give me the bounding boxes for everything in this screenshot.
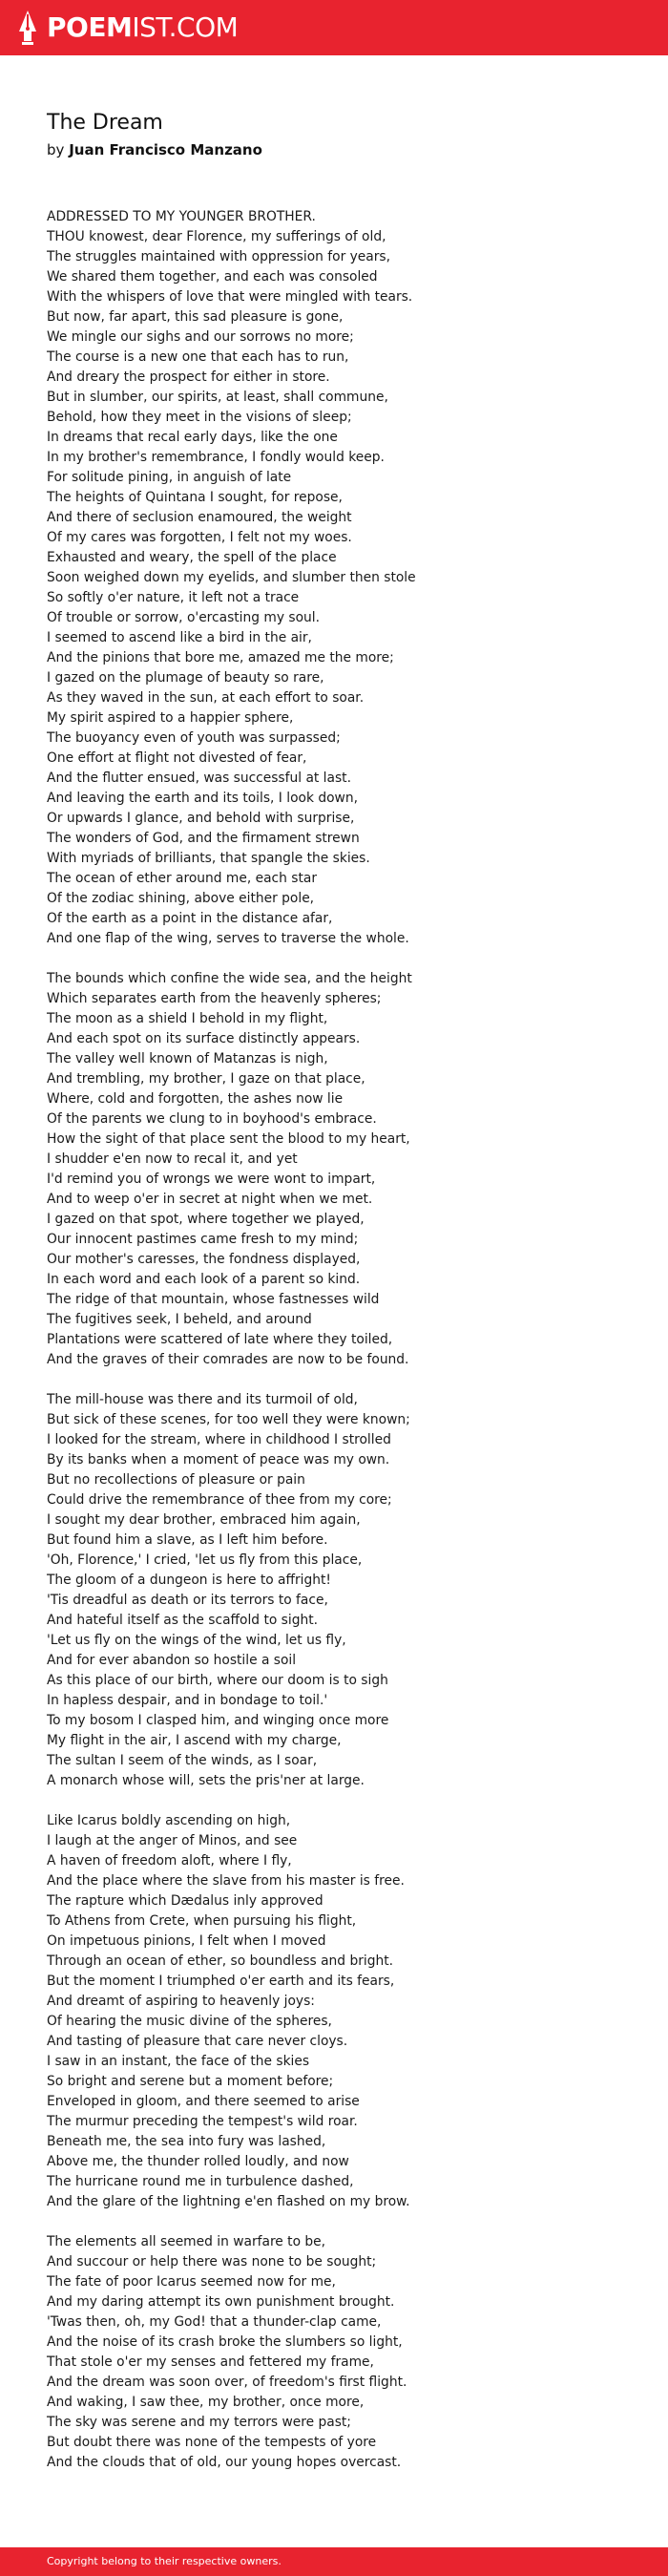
poem-line: But found him a slave, as I left him before. [47, 1532, 328, 1548]
poem-line: Of the parents we clung to in boyhood's embrace. [47, 1111, 377, 1127]
poem-line: Above me, the thunder rolled loudly, and now [47, 2154, 349, 2169]
poem-line: My spirit aspired to a happier sphere, [47, 710, 294, 726]
poem-line: 'Tis dreadful as death or its terrors to face, [47, 1593, 328, 1608]
poem-line: The course is a new one that each has to run, [47, 349, 349, 365]
poem-line: How the sight of that place sent the blood to my heart, [47, 1131, 410, 1147]
poem-line: In my brother's remembrance, I fondly would keep. [47, 450, 385, 465]
poem-line: And one flap of the wing, serves to traverse the whole. [47, 931, 409, 946]
poem-line: And the glare of the lightning e'en flashed on my brow. [47, 2194, 410, 2209]
poem-line: Our innocent pastimes came fresh to my mind; [47, 1232, 359, 1247]
poem-body [47, 207, 638, 2473]
stanza-break [47, 949, 638, 969]
poem-line: I saw in an instant, the face of the skies [47, 2054, 310, 2069]
poem-line: And the noise of its crash broke the slumbers so light, [47, 2334, 403, 2350]
stanza-break [47, 1791, 638, 1811]
logo-bold-text: POEM [47, 11, 133, 43]
poem-line: With the whispers of love that were mingled with tears. [47, 289, 413, 305]
poem-line: And trembling, my brother, I gaze on that place, [47, 1071, 365, 1087]
poem-line: In hapless despair, and in bondage to toil.' [47, 1693, 328, 1708]
poem-line: The sky was serene and my terrors were past; [47, 2415, 351, 2430]
poem-line: The ridge of that mountain, whose fastnesses wild [47, 1292, 380, 1307]
logo-regular-text: IST.COM [132, 11, 239, 43]
poem-line: Exhausted and weary, the spell of the place [47, 550, 337, 565]
poem-line: Of my cares was forgotten, I felt not my woes. [47, 530, 352, 545]
poem-line: THOU knowest, dear Florence, my sufferings of old, [47, 229, 386, 244]
poem-line: Of hearing the music divine of the spheres, [47, 2014, 332, 2029]
poem-line: Of the zodiac shining, above either pole, [47, 891, 315, 906]
poem-line: But sick of these scenes, for too well they were known; [47, 1412, 410, 1427]
poem-line: With myriads of brilliants, that spangle the skies. [47, 851, 370, 866]
poem-line: And dreary the prospect for either in store. [47, 370, 330, 385]
poem-line: But no recollections of pleasure or pain [47, 1472, 305, 1488]
poem-line: And hateful itself as the scaffold to sight. [47, 1613, 319, 1628]
poem-line: The buoyancy even of youth was surpassed; [47, 730, 341, 746]
poem-line: But in slumber, our spirits, at least, shall commune, [47, 390, 388, 405]
site-header [0, 0, 668, 55]
poem-line: In dreams that recal early days, like the one [47, 430, 338, 445]
poem-line: I gazed on the plumage of beauty so rare, [47, 670, 324, 686]
poem-line: The bounds which confine the wide sea, and the height [47, 971, 412, 986]
poem-line: As they waved in the sun, at each effort to soar. [47, 690, 365, 706]
site-footer [0, 2547, 668, 2576]
poem-line: Of the earth as a point in the distance afar, [47, 911, 333, 926]
poem-line: Or upwards I glance, and behold with surprise, [47, 811, 355, 826]
poem-line: The murmur preceding the tempest's wild roar. [47, 2114, 358, 2129]
poem-line: I gazed on that spot, where together we played, [47, 1212, 365, 1227]
poem-line: For solitude pining, in anguish of late [47, 470, 292, 485]
poem-line: And dreamt of aspiring to heavenly joys: [47, 1994, 315, 2009]
poem-line: That stole o'er my senses and fettered my frame, [47, 2354, 374, 2370]
stanza-break [47, 1370, 638, 1390]
poem-line: The gloom of a dungeon is here to affright! [47, 1573, 331, 1588]
poem-line: I shudder e'en now to recal it, and yet [47, 1151, 298, 1167]
poem-line: Plantations were scattered of late where they toiled, [47, 1332, 393, 1347]
poem-line: But doubt there was none of the tempests of yore [47, 2435, 377, 2450]
site-logo[interactable] [16, 9, 238, 47]
pen-nib-icon [16, 9, 39, 47]
poem-line: But now, far apart, this sad pleasure is gone, [47, 309, 344, 325]
poem-title: The Dream [47, 111, 163, 135]
author-link[interactable]: Juan Francisco Manzano [69, 141, 262, 158]
poem-line: The heights of Quintana I sought, for repose, [47, 490, 343, 505]
poem-line: And each spot on its surface distinctly appears. [47, 1031, 361, 1046]
poem-line: One effort at flight not divested of fear, [47, 750, 307, 766]
poem-line: I seemed to ascend like a bird in the air, [47, 630, 312, 645]
poem-line: A monarch whose will, sets the pris'ner at large. [47, 1773, 365, 1788]
poem-line: Our mother's caresses, the fondness displayed, [47, 1252, 361, 1267]
poem-line: 'Oh, Florence,' I cried, 'let us fly from this place, [47, 1552, 363, 1568]
poem-line: And to weep o'er in secret at night when we met. [47, 1192, 373, 1207]
poem-line: And the graves of their comrades are now to be found. [47, 1352, 409, 1367]
poem-line: Through an ocean of ether, so boundless and bright. [47, 1953, 394, 1969]
poem-line: The struggles maintained with oppression for years, [47, 249, 390, 264]
poem-line: And tasting of pleasure that care never cloys. [47, 2034, 348, 2049]
poem-line: Beneath me, the sea into fury was lashed, [47, 2134, 326, 2149]
poem-line: Enveloped in gloom, and there seemed to arise [47, 2094, 360, 2109]
poem-line: We mingle our sighs and our sorrows no more; [47, 329, 354, 345]
poem-line: I'd remind you of wrongs we were wont to impart, [47, 1172, 376, 1187]
poem-line: And the place where the slave from his master is free. [47, 1873, 405, 1889]
byline [47, 140, 262, 159]
poem-line: And the clouds that of old, our young hopes overcast. [47, 2455, 402, 2470]
poem-line: And the pinions that bore me, amazed me the more; [47, 650, 394, 665]
poem-line: ADDRESSED TO MY YOUNGER BROTHER. [47, 209, 316, 224]
poem-line: I laugh at the anger of Minos, and see [47, 1833, 298, 1848]
poem-line: The ocean of ether around me, each star [47, 871, 317, 886]
poem-line: 'Let us fly on the wings of the wind, let us fly, [47, 1633, 346, 1648]
poem-line: The fate of poor Icarus seemed now for me, [47, 2274, 336, 2290]
poem-line: My flight in the air, I ascend with my charge, [47, 1733, 342, 1748]
poem-line: The moon as a shield I behold in my flight, [47, 1011, 328, 1026]
poem-line: Of trouble or sorrow, o'ercasting my soul. [47, 610, 320, 625]
poem-line: And succour or help there was none to be sought; [47, 2254, 377, 2270]
poem-line: To Athens from Crete, when pursuing his flight, [47, 1913, 357, 1929]
poem-line: Could drive the remembrance of thee from my core; [47, 1492, 392, 1508]
poem-line: Which separates earth from the heavenly spheres; [47, 991, 382, 1006]
poem-line: As this place of our birth, where our doom is to sigh [47, 1673, 388, 1688]
poem-line: And for ever abandon so hostile a soil [47, 1653, 297, 1668]
poem-line: The valley well known of Matanzas is nigh, [47, 1051, 328, 1066]
poem-line: The sultan I seem of the winds, as I soar, [47, 1753, 318, 1768]
poem-line: And my daring attempt its own punishment brought. [47, 2294, 395, 2310]
poem-line: I sought my dear brother, embraced him again, [47, 1512, 361, 1528]
poem-line: The fugitives seek, I beheld, and around [47, 1312, 312, 1327]
poem-line: We shared them together, and each was consoled [47, 269, 378, 285]
poem-line: So bright and serene but a moment before; [47, 2074, 334, 2089]
stanza-break [47, 2212, 638, 2232]
poem-line: On impetuous pinions, I felt when I moved [47, 1933, 326, 1949]
poem-line: I looked for the stream, where in childhood I strolled [47, 1432, 391, 1447]
poem-line: The rapture which Dædalus inly approved [47, 1893, 324, 1909]
poem-line: The hurricane round me in turbulence dashed, [47, 2174, 354, 2189]
poem-line: To my bosom I clasped him, and winging once more [47, 1713, 389, 1728]
poem-line: In each word and each look of a parent so kind. [47, 1272, 361, 1287]
poem-line: The elements all seemed in warfare to be, [47, 2234, 326, 2249]
poem-line: So softly o'er nature, it left not a trace [47, 590, 300, 605]
poem-line: The wonders of God, and the firmament strewn [47, 831, 360, 846]
poem-line: Behold, how they meet in the visions of sleep; [47, 410, 352, 425]
poem-line: Soon weighed down my eyelids, and slumber then stole [47, 570, 416, 585]
poem-line: And the flutter ensued, was successful at last. [47, 771, 351, 786]
poem-line: And there of seclusion enamoured, the weight [47, 510, 352, 525]
poem-line: 'Twas then, oh, my God! that a thunder-clap came, [47, 2314, 382, 2330]
copyright-text: Copyright belong to their respective owners. [47, 2555, 282, 2567]
poem-line: And waking, I saw thee, my brother, once more, [47, 2395, 365, 2410]
poem-line: But the moment I triumphed o'er earth and its fears, [47, 1974, 395, 1989]
poem-line: Like Icarus boldly ascending on high, [47, 1813, 291, 1828]
byline-prefix: by [47, 141, 65, 158]
poem-line: And leaving the earth and its toils, I look down, [47, 791, 358, 806]
poem-line: The mill-house was there and its turmoil of old, [47, 1392, 358, 1407]
poem-line: By its banks when a moment of peace was my own. [47, 1452, 390, 1467]
poem-line: A haven of freedom aloft, where I fly, [47, 1853, 292, 1869]
poem-line: And the dream was soon over, of freedom's first flight. [47, 2375, 407, 2390]
logo-wordmark [47, 9, 238, 47]
poem-line: Where, cold and forgotten, the ashes now lie [47, 1091, 344, 1107]
